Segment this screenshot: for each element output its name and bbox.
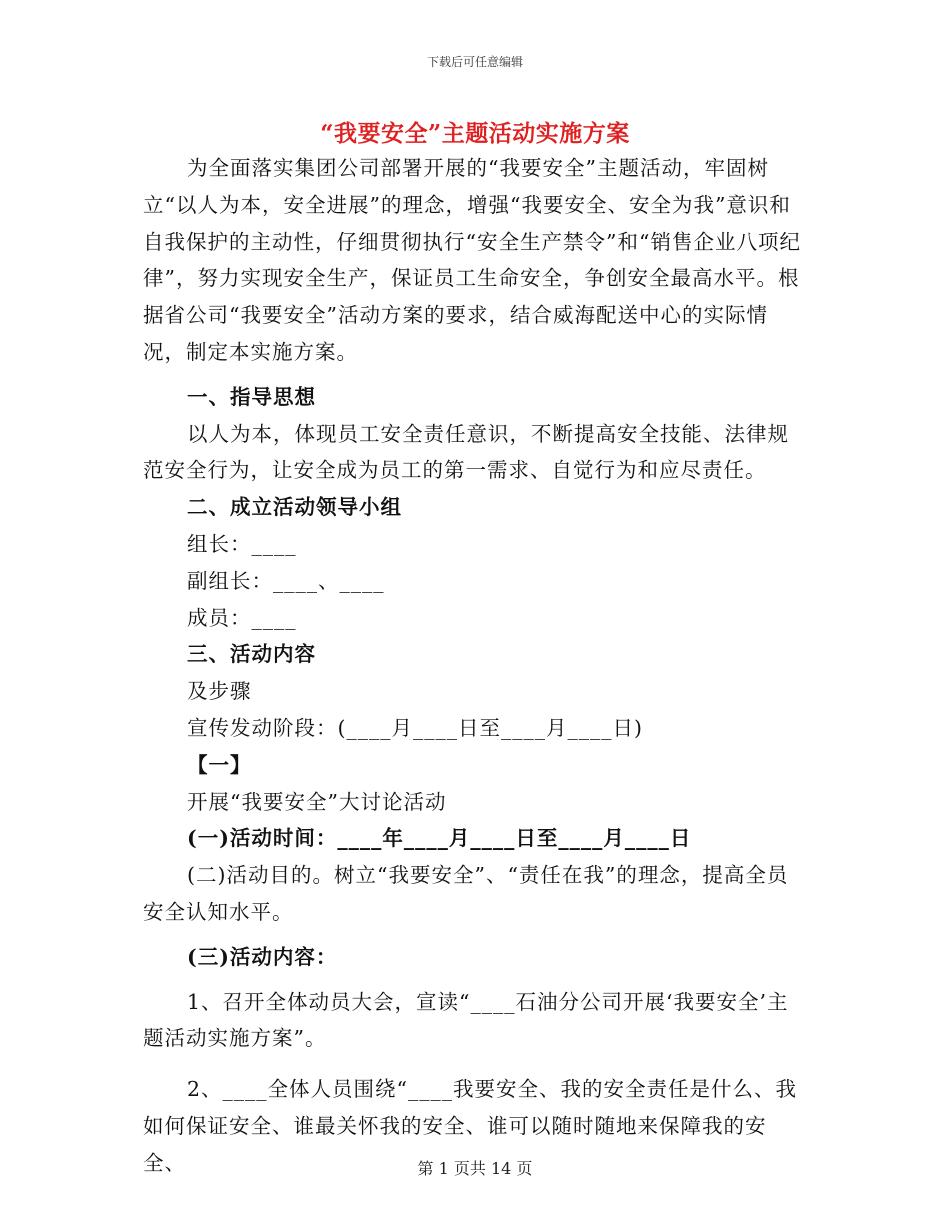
page-header-note: 下载后可任意编辑: [426, 55, 523, 69]
section-heading-activity-content: 三、活动内容: [187, 642, 316, 667]
steps-line: 及步骤: [187, 679, 252, 704]
vice-leader-line: 副组长：____、____: [187, 568, 385, 593]
publicity-stage-line: 宣传发动阶段：(____月____日至____月____日): [187, 715, 643, 740]
document-body: [143, 150, 808, 1182]
guiding-ideology-paragraph: 以人为本，体现员工安全责任意识，不断提高安全技能、法律规范安全行为，让安全成为员工的第一需求、自觉行为和应尽责任。: [143, 421, 789, 483]
section-heading-guiding-ideology: 一、指导思想: [187, 384, 316, 409]
content-item-2: 2、____全体人员围绕“____我要安全、我的安全责任是什么、我如何保证安全、谁最关怀我的安全、谁可以随时随地来保障我的安全、: [143, 1077, 798, 1175]
document-title: “我要安全”主题活动实施方案: [320, 120, 630, 147]
group-leader-line: 组长：____: [187, 531, 297, 556]
activity-purpose-paragraph: (二)活动目的。树立“我要安全”、“责任在我”的理念，提高全员安全认知水平。: [143, 863, 789, 924]
discussion-activity-line: 开展“我要安全”大讨论活动: [187, 789, 447, 814]
members-line: 成员：____: [187, 605, 297, 630]
section-heading-leadership-group: 二、成立活动领导小组: [187, 495, 402, 520]
intro-paragraph: 为全面落实集团公司部署开展的“我要安全”主题活动，牢固树立“以人为本，安全进展”的理念，增强“我要安全、安全为我”意识和自我保护的主动性，仔细贯彻执行“安全生产禁令”和“销售企业八项纪律”，努力实现安全生产，保证员工生命安全，争创安全最高水平。根据省公司“我要安全”活动方案的要求，结合威海配送中心的实际情况，制定本实施方案。: [143, 156, 801, 364]
activity-content-heading: (三)活动内容：: [187, 944, 338, 969]
activity-time-line: (一)活动时间：____年____月____日至____月____日: [187, 826, 692, 851]
content-item-1: 1、召开全体动员大会，宣读“____石油分公司开展‘我要安全’主题活动实施方案”。: [143, 989, 789, 1051]
bracket-one-marker: 【一】: [187, 752, 252, 777]
page-number-footer: 第 1 页共 14 页: [417, 1159, 533, 1178]
